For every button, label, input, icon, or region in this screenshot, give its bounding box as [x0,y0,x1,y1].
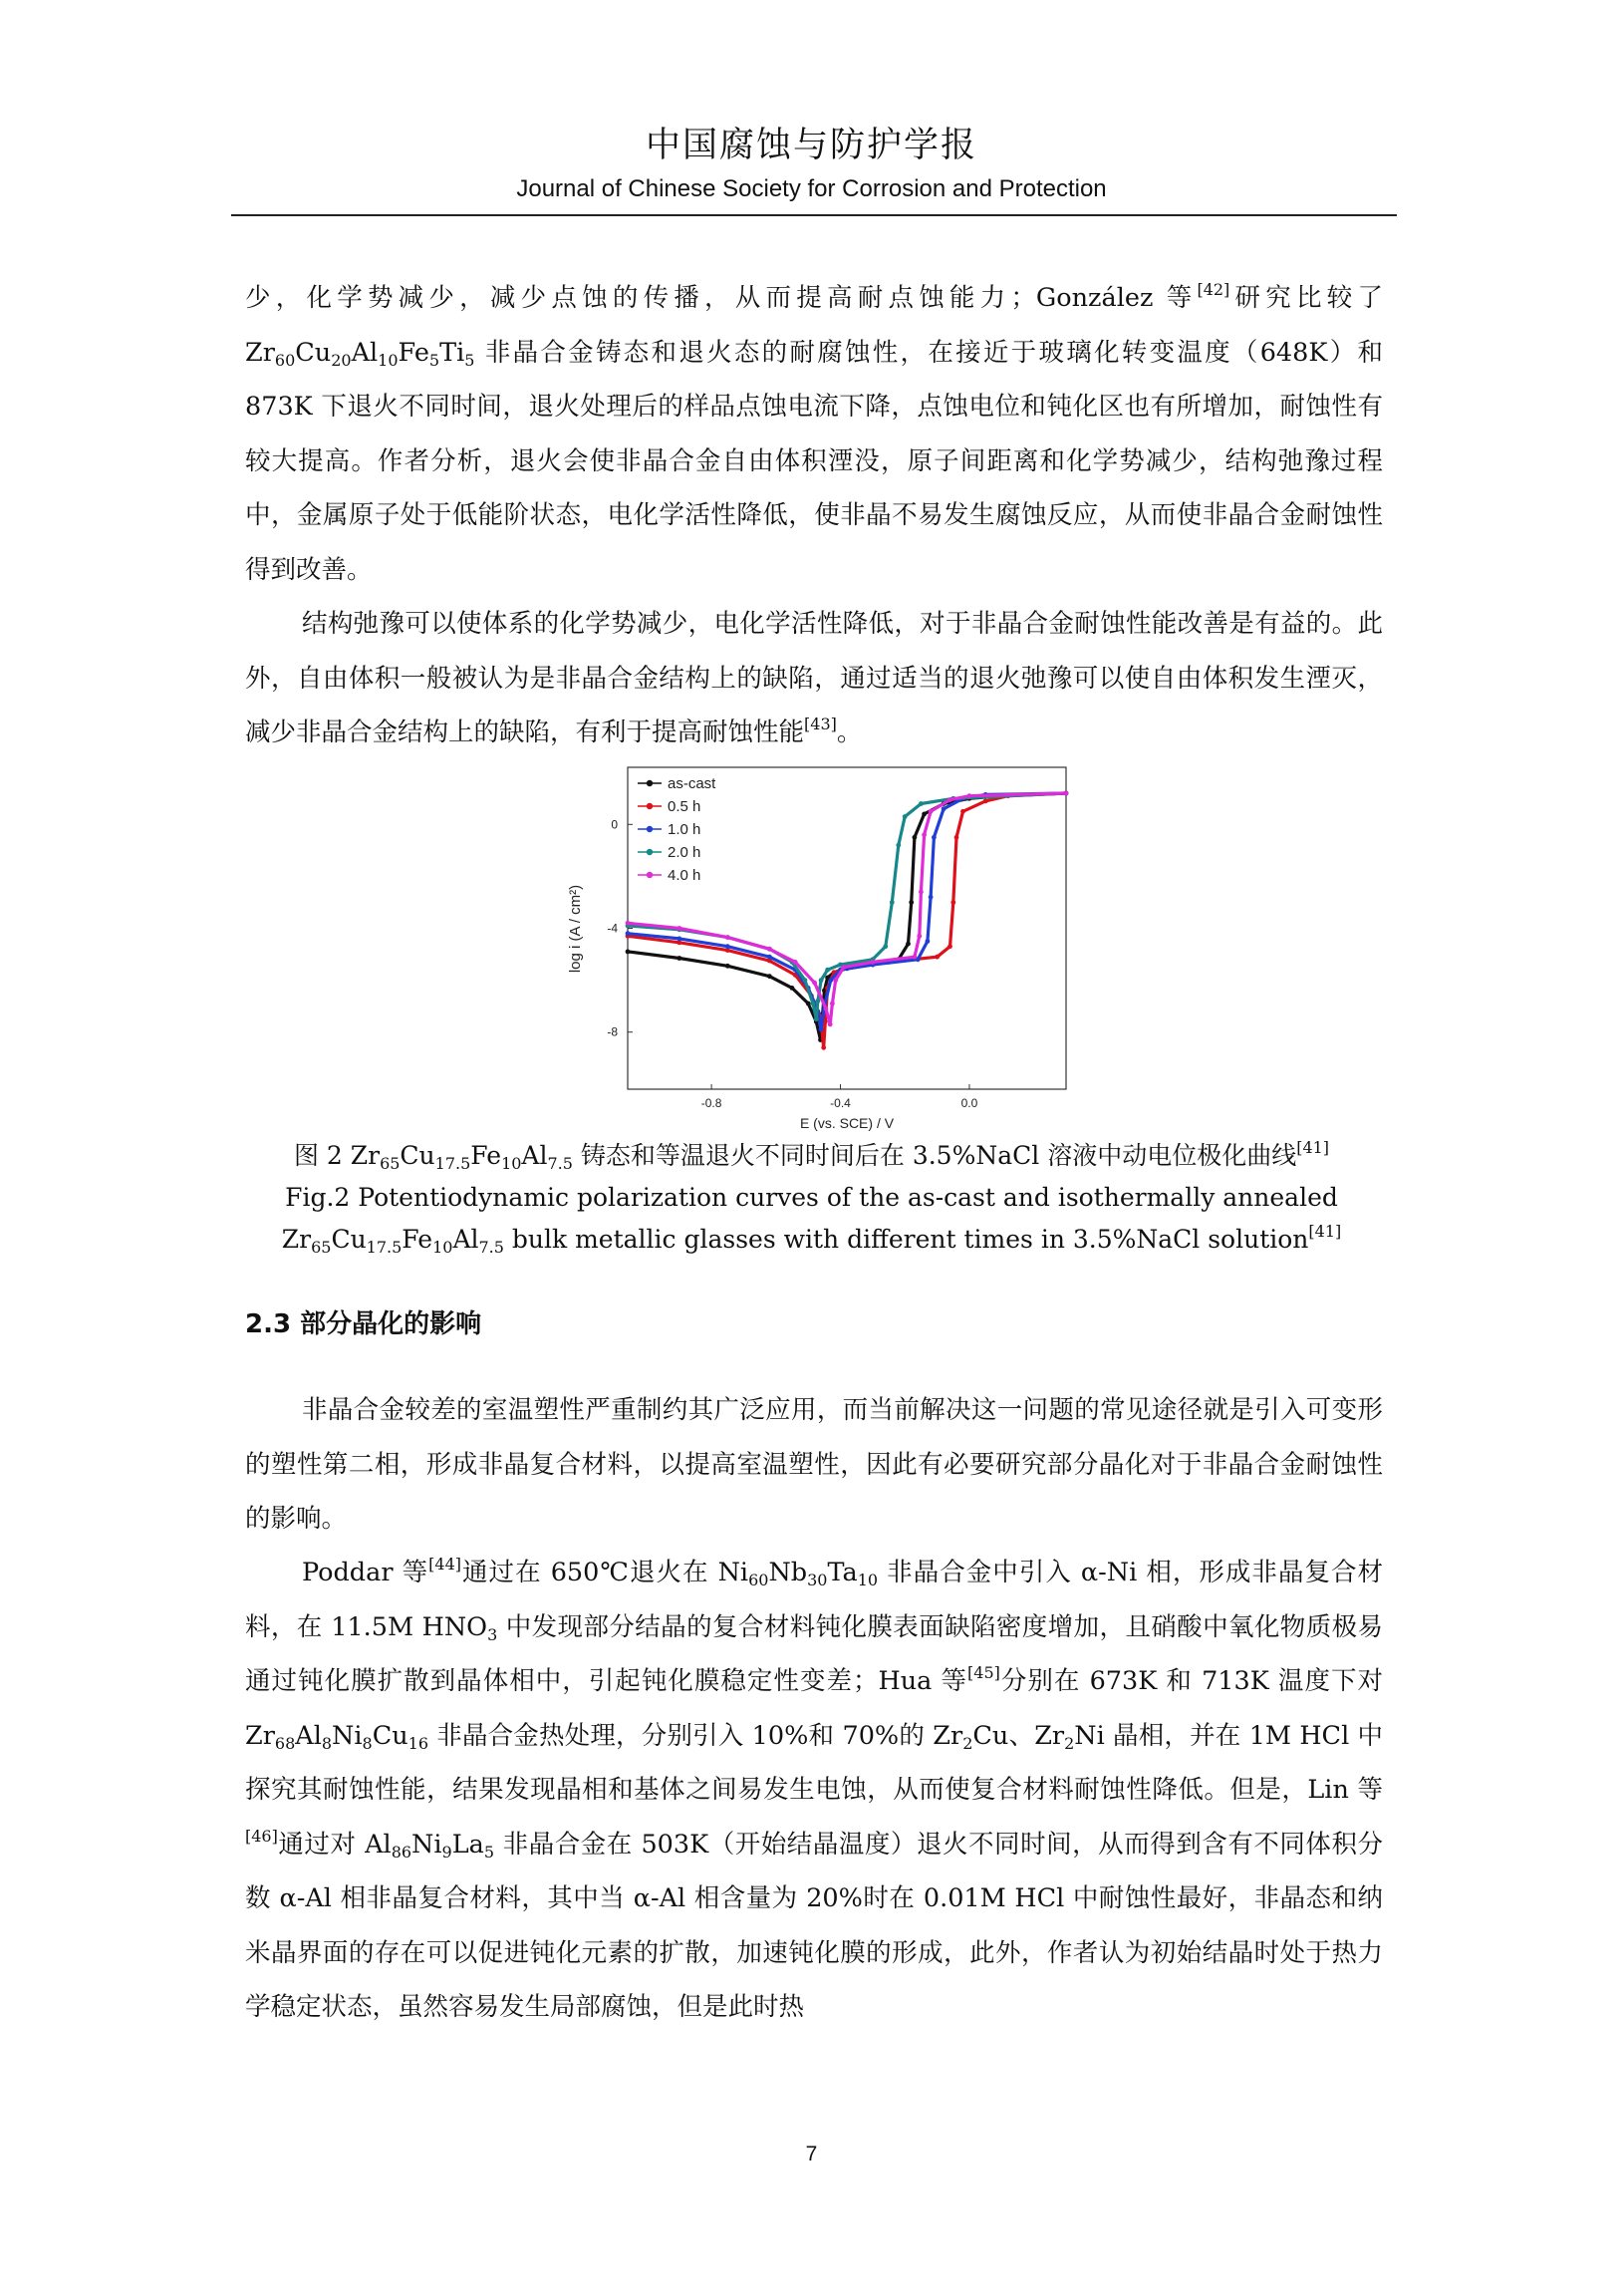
legend-label: 4.0 h [668,867,701,884]
data-point [767,955,772,960]
data-point [812,981,817,986]
section-heading: 2.3 部分晶化的影响 [245,1309,482,1339]
journal-title-en: Journal of Chinese Society for Corrosion and Protection [516,175,1107,202]
legend-marker [647,803,653,809]
data-point [626,921,631,926]
paragraph-3: 非晶合金较差的室温塑性严重制约其广泛应用，而当前解决这一问题的常见途径就是引入可变形的塑性第二相，形成非晶复合材料，以提高室温塑性，因此有必要研究部分晶化对于非晶合金耐蚀性的影响。 [245,1395,1383,1534]
data-point [919,890,924,895]
page-number: 7 [805,2143,818,2165]
x-tick-label: -0.4 [830,1096,851,1110]
paragraph-4: Poddar 等[44]通过在 650℃退火在 $Ni_{60}Nb_{30}Ta_{10}$ 非晶合金中引入 α-Ni 相，形成非晶复合材料，在 11.5M $HNO_3$ 中发现部分结晶的复合材料钝化膜表面缺陷密度增加，且硝酸中氧化物质极易通过钝化膜扩散到晶体相中，引起钝化膜稳定性变差；Hua 等[45]分别在 673K 和 713K 温度下对 $Zr_{68}Al_8Ni_8Cu_{16}$ 非晶合金热处理，分别引入 10%和 70%的 $Zr_2Cu$、$Zr_2Ni$ 晶相，并在 1M HCl 中探究其耐蚀性能，结果发现晶相和基体之间易发生电蚀，从而使复合材料耐蚀性降低。但是，Lin 等[46]通过对 $Al_{86}Ni_9La_5$ 非晶合金在 503K（开始结晶温度）退火不同时间，从而得到含有不同体积分数 α-Al 相非晶复合材料，其中当 α-Al 相含量为 20%时在 0.01M HCl 中耐蚀性最好，非晶态和纳米晶界面的存在可以促进钝化元素的扩散，加速钝化膜的形成，此外，作者认为初始结晶时处于热力学稳定状态，虽然容易发生局部腐蚀，但是此时热 [245,1555,1384,2022]
data-point [871,960,876,965]
data-point [913,955,918,960]
data-point [929,809,934,814]
data-point [725,964,730,969]
figure-caption-en-line2: $Zr_{65}Cu_{17.5}Fe_{10}Al_{7.5}$ bulk metallic glasses with different times in 3.5%NaCl solution[41] [281,1222,1342,1257]
data-point [935,955,940,960]
legend-label: 0.5 h [668,798,701,815]
paragraph-2: 结构弛豫可以使体系的化学势减少，电化学活性降低，对于非晶合金耐蚀性能改善是有益的。此外，自由体积一般被认为是非晶合金结构上的缺陷，通过适当的退火弛豫可以使自由体积发生湮灭，减少非晶合金结构上的缺陷，有利于提高耐蚀性能[43]。 [245,609,1383,747]
legend-marker [647,780,653,786]
data-point [814,1016,819,1021]
data-point [767,974,772,979]
data-point [806,1002,811,1006]
data-point [922,832,927,837]
data-point [932,835,937,840]
data-point [942,806,947,811]
journal-title-cn: 中国腐蚀与防护学报 [645,126,977,165]
data-point [967,793,972,798]
data-point [825,968,830,973]
data-point [793,960,798,965]
legend-marker [647,872,653,878]
data-point [676,937,681,942]
data-point [676,956,681,961]
data-point [811,1002,816,1006]
data-point [947,944,952,949]
data-point [906,942,911,947]
data-point [626,931,631,936]
paragraph-1: 少，化学势减少，减少点蚀的传播，从而提高耐点蚀能力；González 等[42]研究比较了 $Zr_{60}Cu_{20}Al_{10}Fe_5Ti_5$ 非晶合金铸态和退火态的耐腐蚀性，在接近于玻璃化转变温度（648K）和 873K 下退火不同时间，退火处理后的样品点蚀电流下降，点蚀电位和钝化区也有所增加，耐蚀性有较大提高。作者分析，退火会使非晶合金自由体积湮没，原子间距离和化学势减少，结构弛豫过程中，金属原子处于低能阶状态，电化学活性降低，使非晶不易发生腐蚀反应，从而使非晶合金耐蚀性得到改善。 [245,280,1383,585]
legend-label: as-cast [668,775,716,792]
data-point [841,965,846,970]
data-point [913,835,918,840]
data-point [819,1027,824,1032]
polarization-chart [558,757,1076,1146]
data-point [947,797,952,802]
data-point [821,1045,826,1050]
legend-label: 2.0 h [668,844,701,861]
figure-caption-en-line1: Fig.2 Potentiodynamic polarization curves of the as-cast and isothermally annealed [285,1183,1338,1212]
data-point [819,978,824,983]
legend-label: 1.0 h [668,821,701,838]
data-point [909,900,914,905]
data-point [828,1022,833,1027]
data-point [725,944,730,949]
data-point [929,895,934,900]
x-tick-label: -0.8 [700,1096,722,1110]
data-point [1064,791,1069,796]
data-point [790,986,795,991]
data-point [816,999,821,1004]
data-point [954,835,959,840]
data-point [883,944,888,949]
data-point [626,950,631,955]
data-point [903,814,908,819]
plot-frame [628,767,1066,1089]
data-point [896,843,901,848]
data-point [824,1006,829,1011]
data-point [803,978,808,983]
data-point [922,812,927,817]
y-tick-label: 0 [611,817,618,832]
data-point [725,935,730,940]
x-axis-label: E (vs. SCE) / V [799,1115,895,1131]
data-point [830,1002,835,1006]
data-point [828,978,833,983]
data-point [917,934,922,939]
legend-marker [647,826,653,832]
data-point [960,809,965,814]
y-tick-label: -4 [607,921,618,936]
data-point [767,947,772,952]
data-point [833,978,838,983]
legend-marker [647,849,653,855]
data-point [890,900,895,905]
header-divider [231,214,1397,216]
data-point [676,926,681,931]
x-tick-label: 0.0 [960,1096,978,1110]
data-point [919,801,924,806]
data-point [983,799,988,804]
y-axis-label: log i (A / cm²) [567,884,584,974]
figure-caption-cn: 图 2 $Zr_{65}Cu_{17.5}Fe_{10}Al_{7.5}$ 铸态和等温退火不同时间后在 3.5%NaCl 溶液中动电位极化曲线[41] [293,1138,1330,1173]
data-point [926,939,931,944]
data-point [950,900,955,905]
y-tick-label: -8 [607,1024,618,1039]
